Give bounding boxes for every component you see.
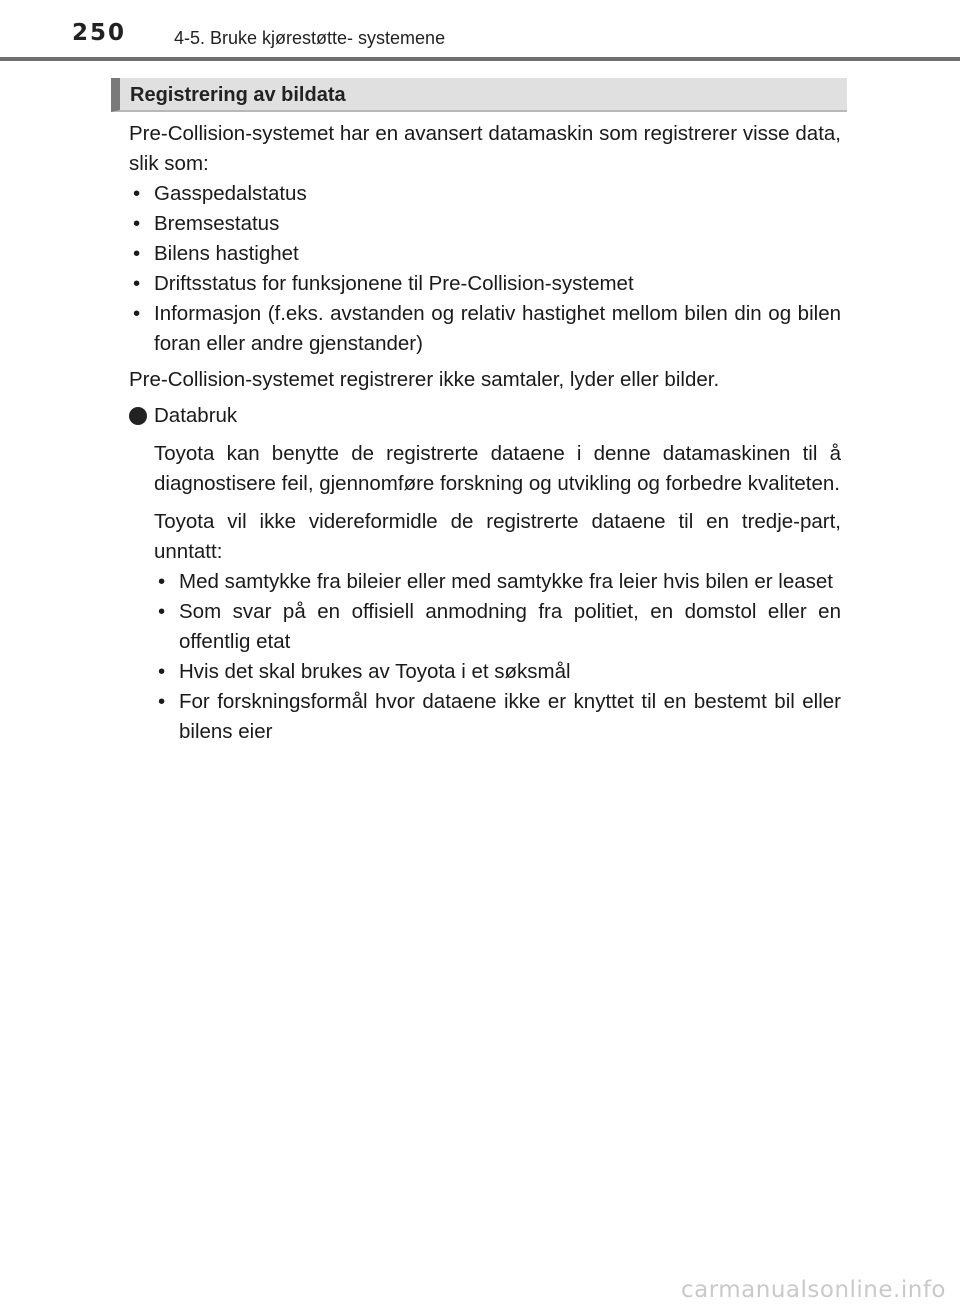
- section-title: Registrering av bildata: [130, 84, 346, 106]
- usage-paragraph: Toyota kan benytte de registrerte dataene i denne datamaskinen til å diagnostisere feil, gjennomføre forskning og utvikling og forbedre kvaliteten.: [154, 442, 841, 495]
- subsection-body: [129, 439, 841, 747]
- section-heading: [111, 78, 847, 112]
- page-number: 250: [72, 20, 127, 46]
- running-head: 4-5. Bruke kjørestøtte- systemene: [174, 28, 446, 48]
- subsection-heading: [129, 401, 841, 431]
- list-item: • Gasspedalstatus: [129, 179, 841, 209]
- no-record-note: Pre-Collision-systemet registrerer ikke samtaler, lyder eller bilder.: [129, 368, 720, 391]
- list-item: • Hvis det skal brukes av Toyota i et søksmål: [154, 657, 841, 687]
- recorded-data-list: [129, 179, 841, 359]
- exceptions-list: [154, 567, 841, 747]
- list-item: • Som svar på en offisiell anmodning fra politiet, en domstol eller en offentlig etat: [154, 597, 841, 657]
- intro-paragraph: Pre-Collision-systemet har en avansert datamaskin som registrerer visse data, slik som:: [129, 122, 841, 175]
- list-item: • Bremsestatus: [129, 209, 841, 239]
- list-item: • Bilens hastighet: [129, 239, 841, 269]
- list-item: • Driftsstatus for funksjonene til Pre-Collision-systemet: [129, 269, 841, 299]
- list-item: • For forskningsformål hvor dataene ikke er knyttet til en bestemt bil eller bilens eier: [154, 687, 841, 747]
- list-item: • Informasjon (f.eks. avstanden og relativ hastighet mellom bilen din og bilen foran eller andre gjenstander): [129, 299, 841, 359]
- header-rule: [0, 57, 960, 61]
- section-body: [129, 119, 841, 747]
- subsection-title: Databruk: [154, 404, 238, 427]
- bullet-dot-icon: [129, 407, 147, 425]
- disclosure-paragraph: Toyota vil ikke videreformidle de registrerte dataene til en tredje-part, unntatt:: [154, 510, 841, 563]
- watermark: carmanualsonline.info: [680, 1277, 946, 1303]
- list-item: • Med samtykke fra bileier eller med samtykke fra leier hvis bilen er leaset: [154, 567, 841, 597]
